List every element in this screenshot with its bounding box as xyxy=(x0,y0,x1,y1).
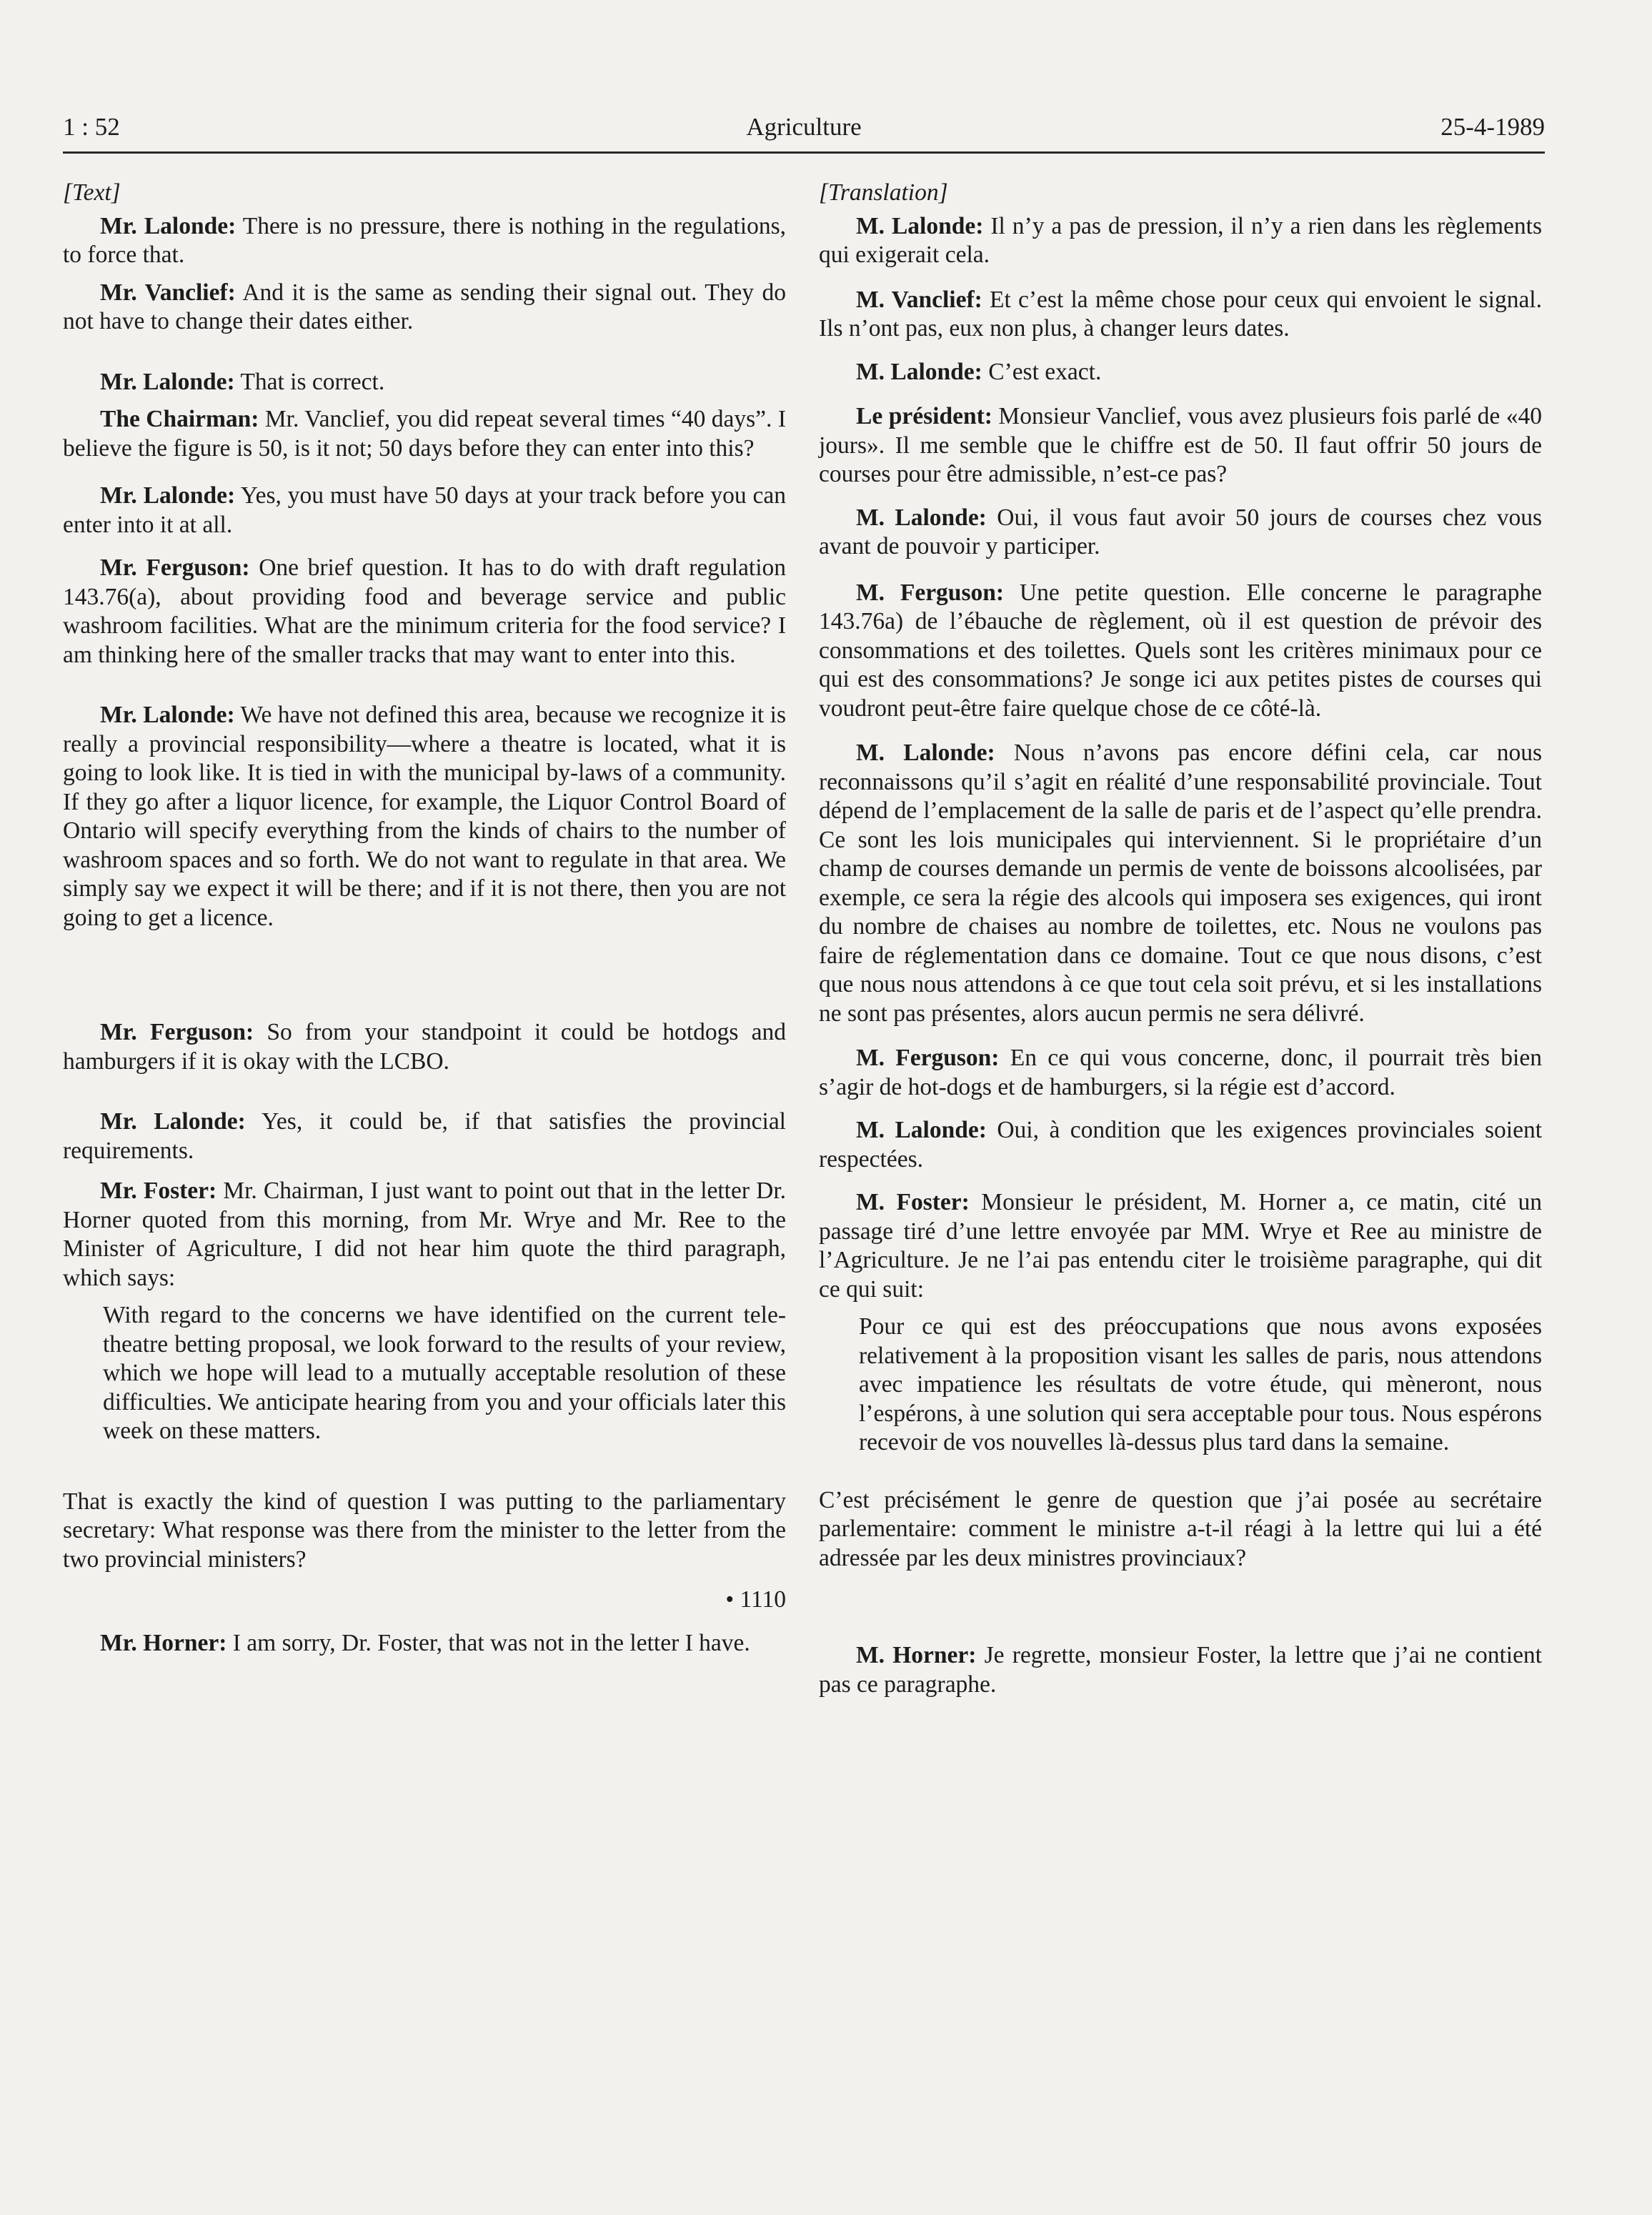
speaker-name: M. Ferguson: xyxy=(856,579,1005,606)
speaker-name: Le président: xyxy=(856,403,992,429)
column-tag: [Translation] xyxy=(819,179,948,206)
paragraph xyxy=(63,405,786,463)
paragraph xyxy=(819,1044,1542,1102)
paragraph xyxy=(63,212,786,270)
speaker-name: Mr. Lalonde: xyxy=(100,482,236,509)
speech-text: I am sorry, Dr. Foster, that was not in the letter I have. xyxy=(227,1629,750,1656)
page-number: 1 : 52 xyxy=(63,113,120,141)
speech-text: C’est exact. xyxy=(982,358,1102,385)
speech-text: And it is the same as sending their signal out. They do not have to change their dates either. xyxy=(63,279,786,334)
speech-text: Mr. Chairman, I just want to point out that in the letter Dr. Horner quoted from this morning, from Mr. Wrye and Mr. Ree to the Minister of Agriculture, I did not hear him quote the third paragraph, which says: xyxy=(63,1178,787,1291)
paragraph: That is exactly the kind of question I was putting to the parliamentary secretary: What response was there from the minister to the letter from the two provincial ministers? xyxy=(63,1488,786,1573)
speech-text: We have not defined this area, because we recognize it is really a provincial responsibility—where a theatre is located, what it is going to look like. It is tied in with the municipal by-laws of a community. If they go after a liquor licence, for example, the Liquor Control Board of Ontario will specify everything from the kinds of chairs to the number of washroom spaces and so forth. We do not want to regulate in that area. We simply say we expect it will be there; and if it is not there, then you are not going to get a licence. xyxy=(63,702,786,931)
speech-text: Yes, you must have 50 days at your track before you can enter into it at all. xyxy=(63,482,786,538)
speaker-name: M. Lalonde: xyxy=(856,212,984,239)
time-marker: • 1110 xyxy=(725,1586,786,1613)
speech-text: One brief question. It has to do with draft regulation 143.76(a), about providing food and beverage service and public washroom facilities. What are the minimum criteria for the food service? I am thinking here of the smaller tracks that may want to enter into this. xyxy=(63,554,787,668)
page-date: 25-4-1989 xyxy=(1440,113,1545,141)
speech-text: Mr. Vanclief, you did repeat several times “40 days”. I believe the figure is 50, is it not; 50 days before they can enter into this? xyxy=(63,406,786,462)
header-rule xyxy=(63,151,1545,154)
paragraph xyxy=(819,504,1542,562)
speaker-name: Mr. Horner: xyxy=(100,1629,227,1656)
paragraph xyxy=(63,482,786,539)
speaker-name: M. Horner: xyxy=(856,1642,977,1668)
speaker-name: M. Lalonde: xyxy=(856,1117,987,1143)
speech-text: Monsieur Vanclief, vous avez plusieurs fois parlé de «40 jours». Il me semble que le chiffre est de 50. Il faut offrir 50 jours de courses pour être admissible, n’est-ce pas? xyxy=(819,403,1542,487)
speech-text: Et c’est la même chose pour ceux qui envoient le signal. Ils n’ont pas, eux non plus, à changer leurs dates. xyxy=(819,286,1542,342)
paragraph xyxy=(63,368,786,397)
paragraph xyxy=(63,1629,786,1658)
speech-text: Monsieur le président, M. Horner a, ce matin, cité un passage tiré d’une lettre envoyée par MM. Wrye et Ree au ministre de l’Agriculture. Je ne l’ai pas entendu citer le troisième paragraphe, qui dit ce qui suit: xyxy=(819,1189,1542,1303)
speech-text: Nous n’avons pas encore défini cela, car nous reconnaissons qu’il s’agit en réalité d’une responsabilité provinciale. Tout dépend de l’emplacement de la salle de paris et de l’aspect qu’elle prendra. Ce sont les lois municipales qui interviennent. Si le propriétaire d’un champ de courses demande un permis de vente de boissons alcoolisées, par exemple, ce sera la régie des alcools qui imposera ses exigences, qui iront du nombre de chaises au nombre de toilettes, etc. Nous ne voulons pas faire de réglementation dans ce domaine. Tout ce que nous disons, c’est que nous nous attendons à ce que tout cela soit prévu, et si les installations ne sont pas présentes, alors aucun permis ne sera délivré. xyxy=(819,740,1542,1027)
speaker-name: Mr. Ferguson: xyxy=(100,1019,254,1045)
speaker-name: M. Ferguson: xyxy=(856,1045,1000,1071)
paragraph xyxy=(819,1116,1542,1174)
page-header xyxy=(63,113,1545,153)
speech-text: Yes, it could be, if that satisfies the provincial requirements. xyxy=(63,1108,786,1164)
paragraph xyxy=(819,739,1542,1028)
speech-text: Une petite question. Elle concerne le paragraphe 143.76a) de l’ébauche de règlement, où il est question de prévoir des consommations et des toilettes. Quels sont les critères minimaux pour ce qui est des consommations? Je songe ici aux petites pistes de courses qui voudront peut-être faire quelque chose de ce côté-là. xyxy=(819,579,1542,722)
speech-text: Il n’y a pas de pression, il n’y a rien dans les règlements qui exigerait cela. xyxy=(819,212,1543,268)
speaker-name: Mr. Ferguson: xyxy=(100,554,250,581)
block-quote: With regard to the concerns we have identified on the current tele-theatre betting proposal, we look forward to the results of your review, which we hope will lead to a mutually acceptable resolution of these difficulties. We anticipate hearing from you and your officials later this week on these matters. xyxy=(103,1302,786,1444)
speaker-name: Mr. Lalonde: xyxy=(100,702,235,728)
speech-text: Oui, il vous faut avoir 50 jours de courses chez vous avant de pouvoir y participer. xyxy=(819,504,1542,559)
speaker-name: Mr. Vanclief: xyxy=(100,279,236,306)
speaker-name: M. Lalonde: xyxy=(856,740,995,766)
running-title: Agriculture xyxy=(746,113,862,141)
paragraph xyxy=(63,279,786,337)
speech-text: En ce qui vous concerne, donc, il pourrait très bien s’agir de hot-dogs et de hamburgers, si la régie est d’accord. xyxy=(819,1045,1542,1100)
speaker-name: Mr. Lalonde: xyxy=(100,1108,246,1135)
speaker-name: Mr. Lalonde: xyxy=(100,212,237,239)
paragraph xyxy=(63,1108,786,1165)
french-column xyxy=(819,179,1542,1708)
paragraph xyxy=(819,1641,1542,1699)
column-tag: [Text] xyxy=(63,179,121,206)
english-column xyxy=(63,179,786,1666)
block-quote: Pour ce qui est des préoccupations que nous avons exposées relativement à la proposition visant les salles de paris, nous attendons avec impatience les résultats de votre étude, qui mèneront, nous l’espérons, à une solution qui sera acceptable pour tous. Nous espérons recevoir de vos nouvelles là-dessus plus tard dans la semaine. xyxy=(859,1313,1542,1455)
speaker-name: Mr. Lalonde: xyxy=(100,368,235,395)
paragraph xyxy=(819,579,1542,724)
paragraph xyxy=(63,1177,786,1293)
speaker-name: M. Lalonde: xyxy=(856,504,987,531)
paragraph xyxy=(63,554,786,670)
paragraph xyxy=(819,402,1542,489)
speaker-name: M. Foster: xyxy=(856,1189,970,1215)
speaker-name: M. Vanclief: xyxy=(856,286,982,313)
speaker-name: M. Lalonde: xyxy=(856,358,982,385)
speech-text: There is no pressure, there is nothing in the regulations, to force that. xyxy=(63,212,786,268)
paragraph xyxy=(63,701,786,932)
speech-text: So from your standpoint it could be hotdogs and hamburgers if it is okay with the LCBO. xyxy=(63,1019,786,1075)
speech-text: Je regrette, monsieur Foster, la lettre que j’ai ne contient pas ce paragraphe. xyxy=(819,1642,1542,1698)
speech-text: Oui, à condition que les exigences provinciales soient respectées. xyxy=(819,1117,1543,1173)
paragraph xyxy=(63,1018,786,1076)
speech-text: That is correct. xyxy=(234,368,385,395)
paragraph xyxy=(819,212,1542,270)
paragraph xyxy=(819,358,1542,387)
speaker-name: Mr. Foster: xyxy=(100,1178,217,1204)
paragraph xyxy=(819,1188,1542,1304)
paragraph: C’est précisément le genre de question que j’ai posée au secrétaire parlementaire: comment le ministre a-t-il réagi à la lettre qui lui a été adressée par les deux ministres provinciaux? xyxy=(819,1486,1542,1571)
paragraph xyxy=(819,286,1542,344)
speaker-name: The Chairman: xyxy=(100,406,259,432)
